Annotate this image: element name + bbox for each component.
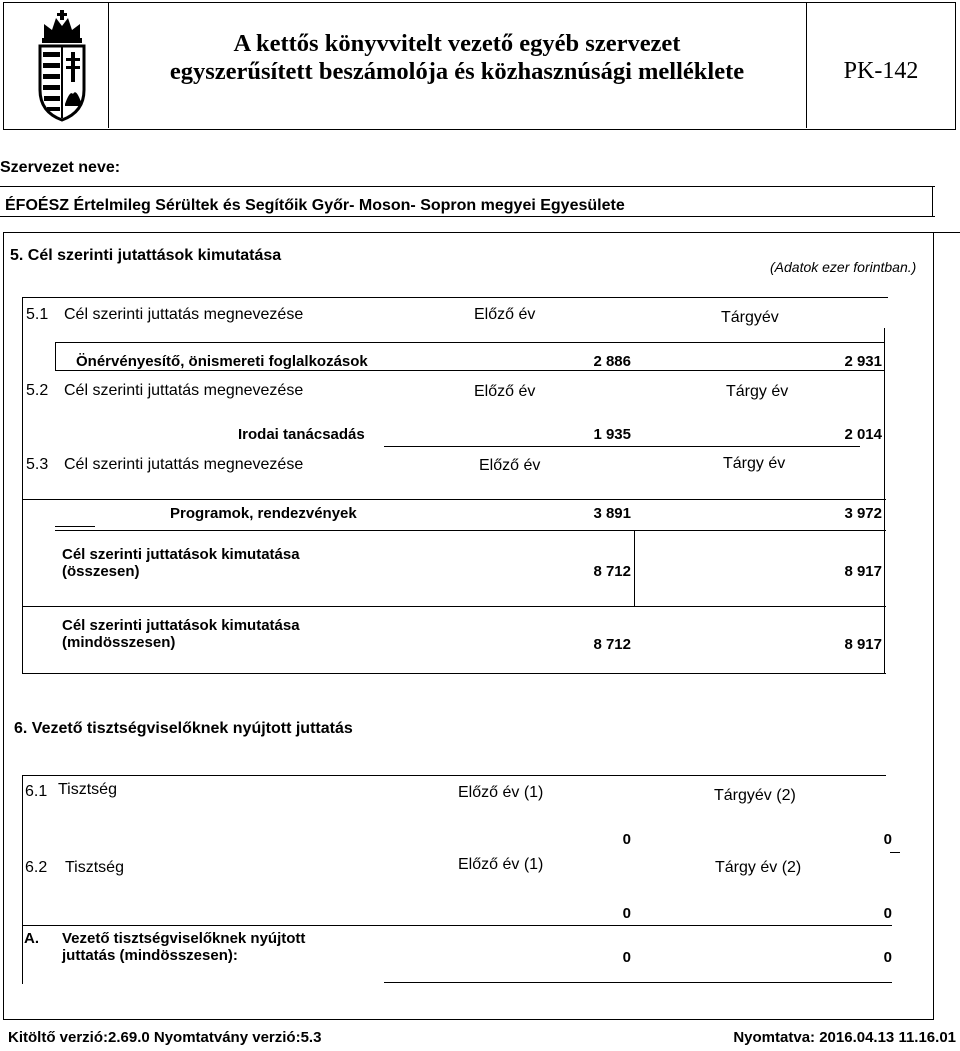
col-curr-6-1: Tárgyév (2) — [714, 787, 796, 804]
row-6-2-header — [25, 857, 883, 879]
col-prev-6-1: Előző év (1) — [458, 784, 544, 801]
code-5-1: 5.1 — [26, 306, 49, 323]
item-prev-6-1: 0 — [622, 831, 631, 848]
total-label-line1: Cél szerinti juttatások kimutatása — [62, 546, 300, 563]
total-label — [62, 546, 300, 580]
item-prev-5-2: 1 935 — [593, 426, 631, 443]
form-title — [110, 30, 804, 86]
unit-note: (Adatok ezer forintban.) — [770, 259, 917, 275]
code-6-2: 6.2 — [25, 859, 48, 876]
section6-total-label-line1: Vezető tisztségviselőknek nyújtott — [62, 930, 306, 947]
total-curr: 8 917 — [844, 563, 882, 580]
col-name-5-2: Cél szerinti juttatás megnevezése — [64, 382, 304, 399]
row-6-1-header — [25, 783, 883, 805]
col-curr-5-1: Tárgyév — [721, 309, 779, 326]
col-prev-5-1: Előző év — [474, 306, 536, 323]
col-prev-5-3: Előző év — [479, 457, 541, 474]
item-prev-6-2: 0 — [622, 905, 631, 922]
form-code: PK-142 — [843, 58, 919, 84]
item-curr-5-3: 3 972 — [844, 505, 882, 522]
code-5-2: 5.2 — [26, 382, 49, 399]
grand-total-label — [62, 617, 300, 651]
code-5-3: 5.3 — [26, 456, 49, 473]
section6-total-curr: 0 — [883, 949, 892, 966]
col-prev-5-2: Előző év — [474, 383, 536, 400]
grand-total-curr: 8 917 — [844, 636, 882, 653]
col-name-6-2: Tisztség — [65, 859, 124, 876]
total-prev: 8 712 — [593, 563, 631, 580]
section5-title: 5. Cél szerinti jutattások kimutatása — [10, 247, 282, 264]
footer-printed: Nyomtatva: 2016.04.13 11.16.01 — [733, 1029, 956, 1046]
item-curr-6-2: 0 — [883, 905, 892, 922]
coat-of-arms-icon — [34, 8, 90, 124]
col-name-5-3: Cél szerinti jutattás megnevezése — [64, 456, 304, 473]
col-curr-5-3: Tárgy év — [723, 455, 786, 472]
col-curr-6-2: Tárgy év (2) — [715, 859, 802, 876]
grand-total-prev: 8 712 — [593, 636, 631, 653]
col-name-6-1: Tisztség — [58, 781, 117, 798]
section6-title: 6. Vezető tisztségviselőknek nyújtott juttatás — [14, 720, 353, 737]
footer-version: Kitöltő verzió:2.69.0 Nyomtatvány verzió:5.3 — [8, 1029, 322, 1046]
section6-total-prev: 0 — [622, 949, 631, 966]
form-title-line1: A kettős könyvvitelt vezető egyéb szervezet — [233, 30, 681, 57]
org-label: Szervezet neve: — [0, 159, 121, 176]
col-curr-5-2: Tárgy év — [726, 383, 789, 400]
form-title-line2: egyszerűsített beszámolója és közhasznúsági melléklete — [169, 58, 745, 85]
item-curr-6-1: 0 — [883, 831, 892, 848]
row-5-2-header — [26, 382, 884, 404]
item-prev-5-1: 2 886 — [593, 353, 631, 370]
org-name: ÉFOÉSZ Értelmileg Sérültek és Segítőik Győr- Moson- Sopron megyei Egyesülete — [5, 197, 625, 214]
col-name-5-1: Cél szerinti juttatás megnevezése — [64, 306, 304, 323]
grand-total-label-line1: Cél szerinti juttatások kimutatása — [62, 617, 300, 634]
grand-total-label-line2: (mindösszesen) — [62, 634, 176, 651]
item-curr-5-1: 2 931 — [844, 353, 882, 370]
item-name-5-3: Programok, rendezvények — [170, 505, 357, 522]
row-5-1-header — [26, 306, 884, 328]
col-prev-6-2: Előző év (1) — [458, 856, 544, 873]
section6-total-label — [62, 930, 305, 964]
total-label-line2: (összesen) — [62, 563, 140, 580]
section6-total-label-line2: juttatás (mindösszesen): — [62, 947, 238, 964]
row-5-3-header — [26, 456, 884, 478]
item-name-5-1: Önérvényesítő, önismereti foglalkozások — [76, 353, 368, 370]
item-name-5-2: Irodai tanácsadás — [238, 426, 365, 443]
code-6-1: 6.1 — [25, 783, 48, 800]
item-curr-5-2: 2 014 — [844, 426, 882, 443]
code-a: A. — [24, 930, 39, 947]
item-prev-5-3: 3 891 — [593, 505, 631, 522]
